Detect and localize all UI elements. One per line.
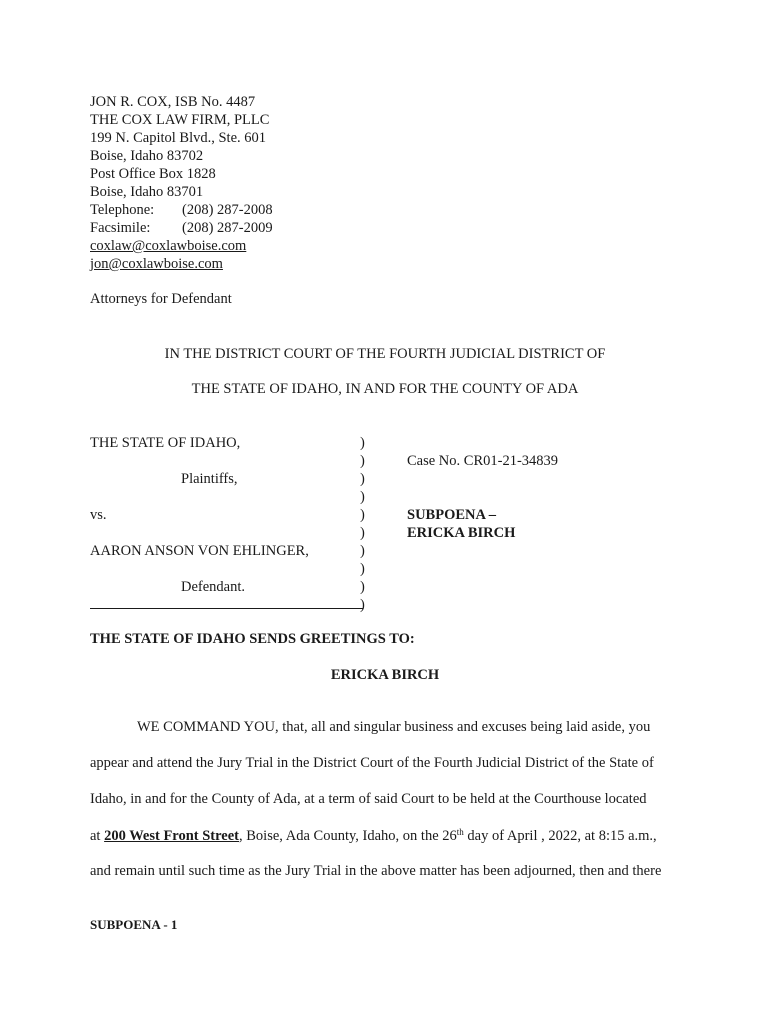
email-link-jon[interactable]: jon@coxlawboise.com <box>90 256 223 272</box>
po-box: Post Office Box 1828 <box>90 166 216 182</box>
page-footer: SUBPOENA - 1 <box>90 917 178 932</box>
caption-underline <box>90 608 363 609</box>
body-line-4-mid: , Boise, Ada County, Idaho, on the 26 <box>239 828 457 844</box>
paren: ) <box>360 597 365 613</box>
body-line-1: WE COMMAND YOU, that, all and singular business and excuses being laid aside, you <box>137 719 651 735</box>
attorneys-for: Attorneys for Defendant <box>90 291 232 307</box>
paren: ) <box>360 579 365 595</box>
greeting: THE STATE OF IDAHO SENDS GREETINGS TO: <box>90 631 415 647</box>
paren: ) <box>360 543 365 559</box>
body-line-2: appear and attend the Jury Trial in the District Court of the Fourth Judicial District of the State of <box>90 755 654 771</box>
document-title-line-1: SUBPOENA – <box>407 507 497 523</box>
email-link-coxlaw[interactable]: coxlaw@coxlawboise.com <box>90 238 247 254</box>
attorney-name: JON R. COX, ISB No. 4487 <box>90 94 256 110</box>
plaintiff-role: Plaintiffs, <box>181 471 238 487</box>
paren: ) <box>360 561 365 577</box>
facsimile-number: (208) 287-2009 <box>182 220 273 236</box>
courthouse-address: 200 West Front Street <box>104 828 240 844</box>
paren: ) <box>360 435 365 451</box>
document-title-line-2: ERICKA BIRCH <box>407 525 516 541</box>
telephone-label: Telephone: <box>90 202 155 218</box>
defendant-role: Defendant. <box>181 579 246 595</box>
paren: ) <box>360 471 365 487</box>
paren: ) <box>360 489 365 505</box>
telephone-line <box>90 201 273 219</box>
attorney-header <box>90 93 273 273</box>
city-line-1: Boise, Idaho 83702 <box>90 148 204 164</box>
city-line-2: Boise, Idaho 83701 <box>90 184 204 200</box>
plaintiff-name: THE STATE OF IDAHO, <box>90 435 241 451</box>
body-line-4 <box>90 827 657 845</box>
defendant-name: AARON ANSON VON EHLINGER, <box>90 543 309 559</box>
facsimile-line <box>90 219 273 237</box>
body-line-3: Idaho, in and for the County of Ada, at a term of said Court to be held at the Courthouse located <box>90 791 647 807</box>
case-number: Case No. CR01-21-34839 <box>407 453 559 469</box>
court-heading-line-2: THE STATE OF IDAHO, IN AND FOR THE COUNTY OF ADA <box>191 381 579 397</box>
firm-name: THE COX LAW FIRM, PLLC <box>90 112 270 128</box>
paren: ) <box>360 507 365 523</box>
street-address: 199 N. Capitol Blvd., Ste. 601 <box>90 130 267 146</box>
body-line-4-prefix: at <box>90 828 105 844</box>
ordinal-suffix: th <box>456 827 464 837</box>
telephone-number: (208) 287-2008 <box>182 202 273 218</box>
facsimile-label: Facsimile: <box>90 220 151 236</box>
body-line-4-suffix: day of April , 2022, at 8:15 a.m., <box>463 828 657 844</box>
caption-parens <box>360 434 365 614</box>
court-heading-line-1: IN THE DISTRICT COURT OF THE FOURTH JUDICIAL DISTRICT OF <box>164 346 606 362</box>
paren: ) <box>360 525 365 541</box>
paren: ) <box>360 453 365 469</box>
body-line-5: and remain until such time as the Jury Trial in the above matter has been adjourned, then and there <box>90 863 662 879</box>
recipient-name: ERICKA BIRCH <box>330 667 440 683</box>
versus: vs. <box>90 507 107 523</box>
